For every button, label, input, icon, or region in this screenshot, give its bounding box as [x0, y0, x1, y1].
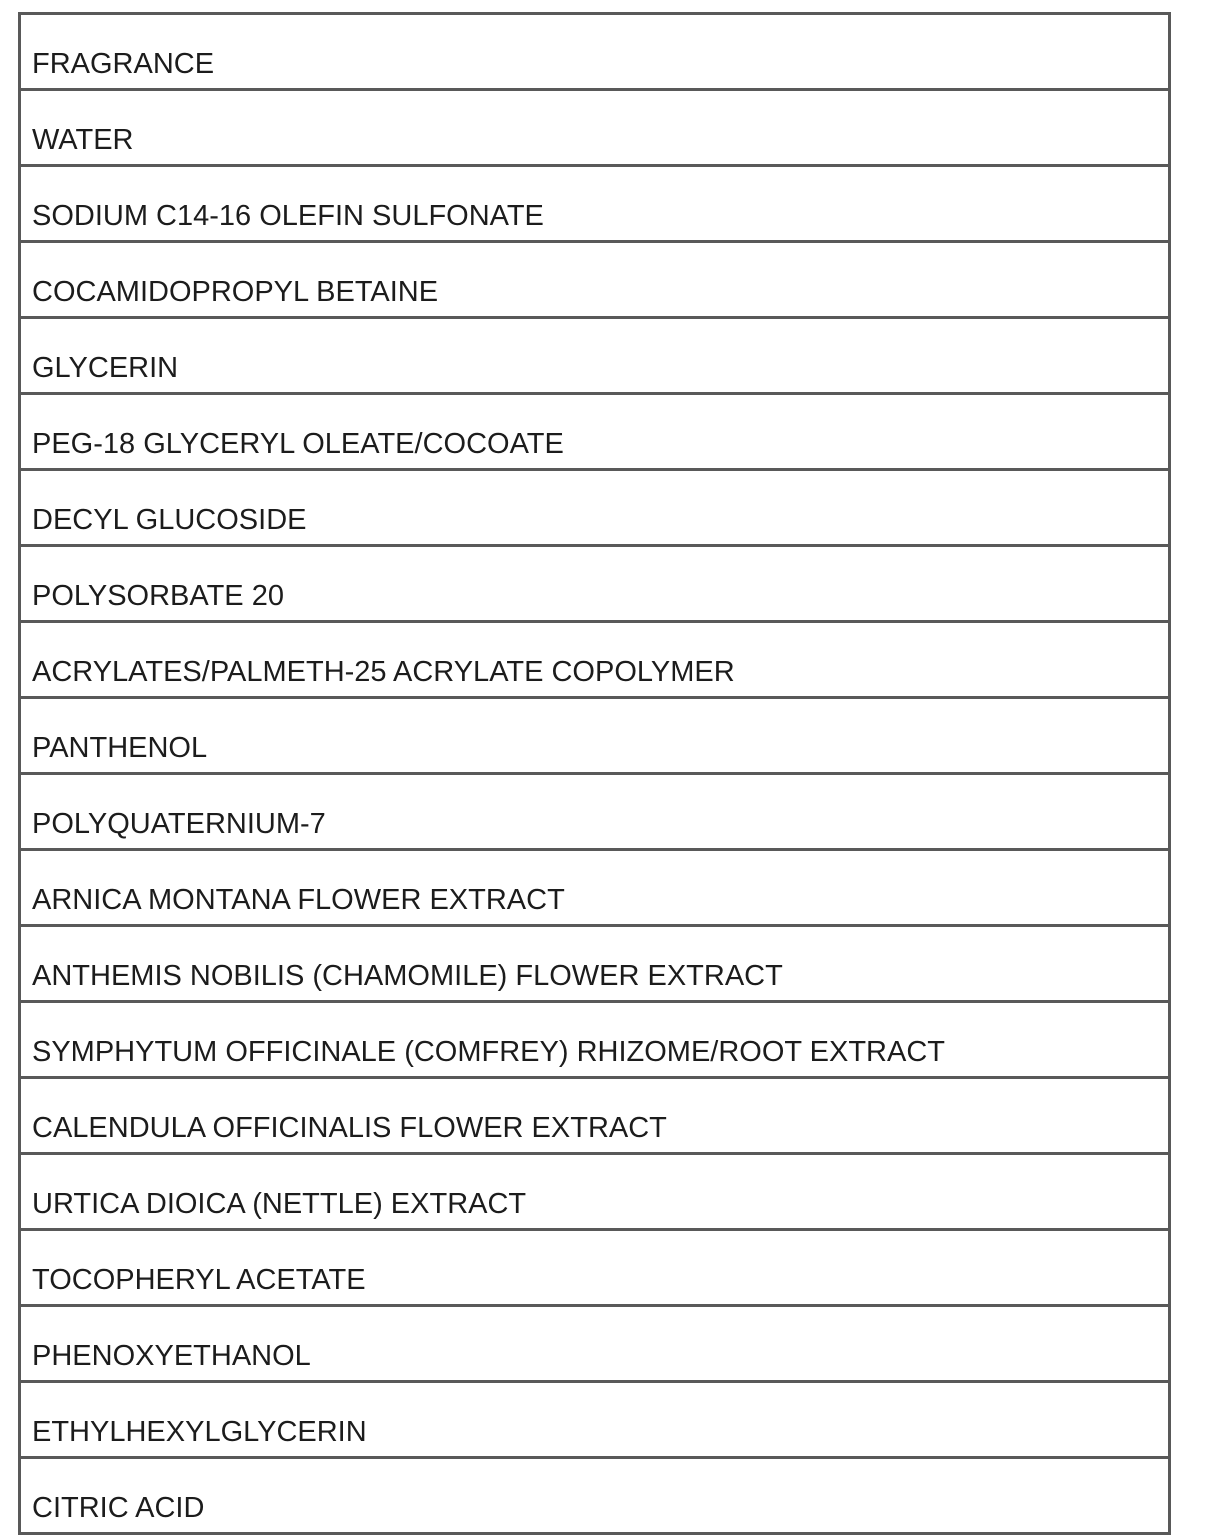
table-row [20, 622, 1170, 698]
ingredient-cell: POLYSORBATE 20 [20, 546, 1170, 622]
table-row [20, 774, 1170, 850]
table-row [20, 166, 1170, 242]
ingredient-cell: POLYQUATERNIUM-7 [20, 774, 1170, 850]
table-row [20, 1002, 1170, 1078]
table-row [20, 242, 1170, 318]
ingredient-cell: COCAMIDOPROPYL BETAINE [20, 242, 1170, 318]
table-row [20, 698, 1170, 774]
table-row [20, 1458, 1170, 1534]
table-row [20, 926, 1170, 1002]
ingredient-cell: ANTHEMIS NOBILIS (CHAMOMILE) FLOWER EXTRACT [20, 926, 1170, 1002]
ingredient-cell: PHENOXYETHANOL [20, 1306, 1170, 1382]
ingredient-cell: SODIUM C14-16 OLEFIN SULFONATE [20, 166, 1170, 242]
ingredient-cell: URTICA DIOICA (NETTLE) EXTRACT [20, 1154, 1170, 1230]
table-row [20, 1306, 1170, 1382]
table-row [20, 90, 1170, 166]
table-row [20, 850, 1170, 926]
table-row [20, 1230, 1170, 1306]
table-row [20, 546, 1170, 622]
ingredients-table-body [20, 14, 1170, 1534]
ingredient-cell: DECYL GLUCOSIDE [20, 470, 1170, 546]
table-row [20, 318, 1170, 394]
ingredient-cell: SYMPHYTUM OFFICINALE (COMFREY) RHIZOME/ROOT EXTRACT [20, 1002, 1170, 1078]
ingredient-cell: ARNICA MONTANA FLOWER EXTRACT [20, 850, 1170, 926]
table-row [20, 1382, 1170, 1458]
ingredient-cell: ACRYLATES/PALMETH-25 ACRYLATE COPOLYMER [20, 622, 1170, 698]
ingredient-cell: FRAGRANCE [20, 14, 1170, 90]
ingredient-cell: CALENDULA OFFICINALIS FLOWER EXTRACT [20, 1078, 1170, 1154]
ingredient-cell: GLYCERIN [20, 318, 1170, 394]
ingredient-cell: PEG-18 GLYCERYL OLEATE/COCOATE [20, 394, 1170, 470]
table-row [20, 394, 1170, 470]
ingredient-cell: PANTHENOL [20, 698, 1170, 774]
ingredient-cell: CITRIC ACID [20, 1458, 1170, 1534]
table-row [20, 1154, 1170, 1230]
ingredient-cell: WATER [20, 90, 1170, 166]
table-row [20, 470, 1170, 546]
ingredient-cell: ETHYLHEXYLGLYCERIN [20, 1382, 1170, 1458]
ingredient-cell: TOCOPHERYL ACETATE [20, 1230, 1170, 1306]
table-row [20, 14, 1170, 90]
table-row [20, 1078, 1170, 1154]
ingredients-table [18, 12, 1171, 1535]
